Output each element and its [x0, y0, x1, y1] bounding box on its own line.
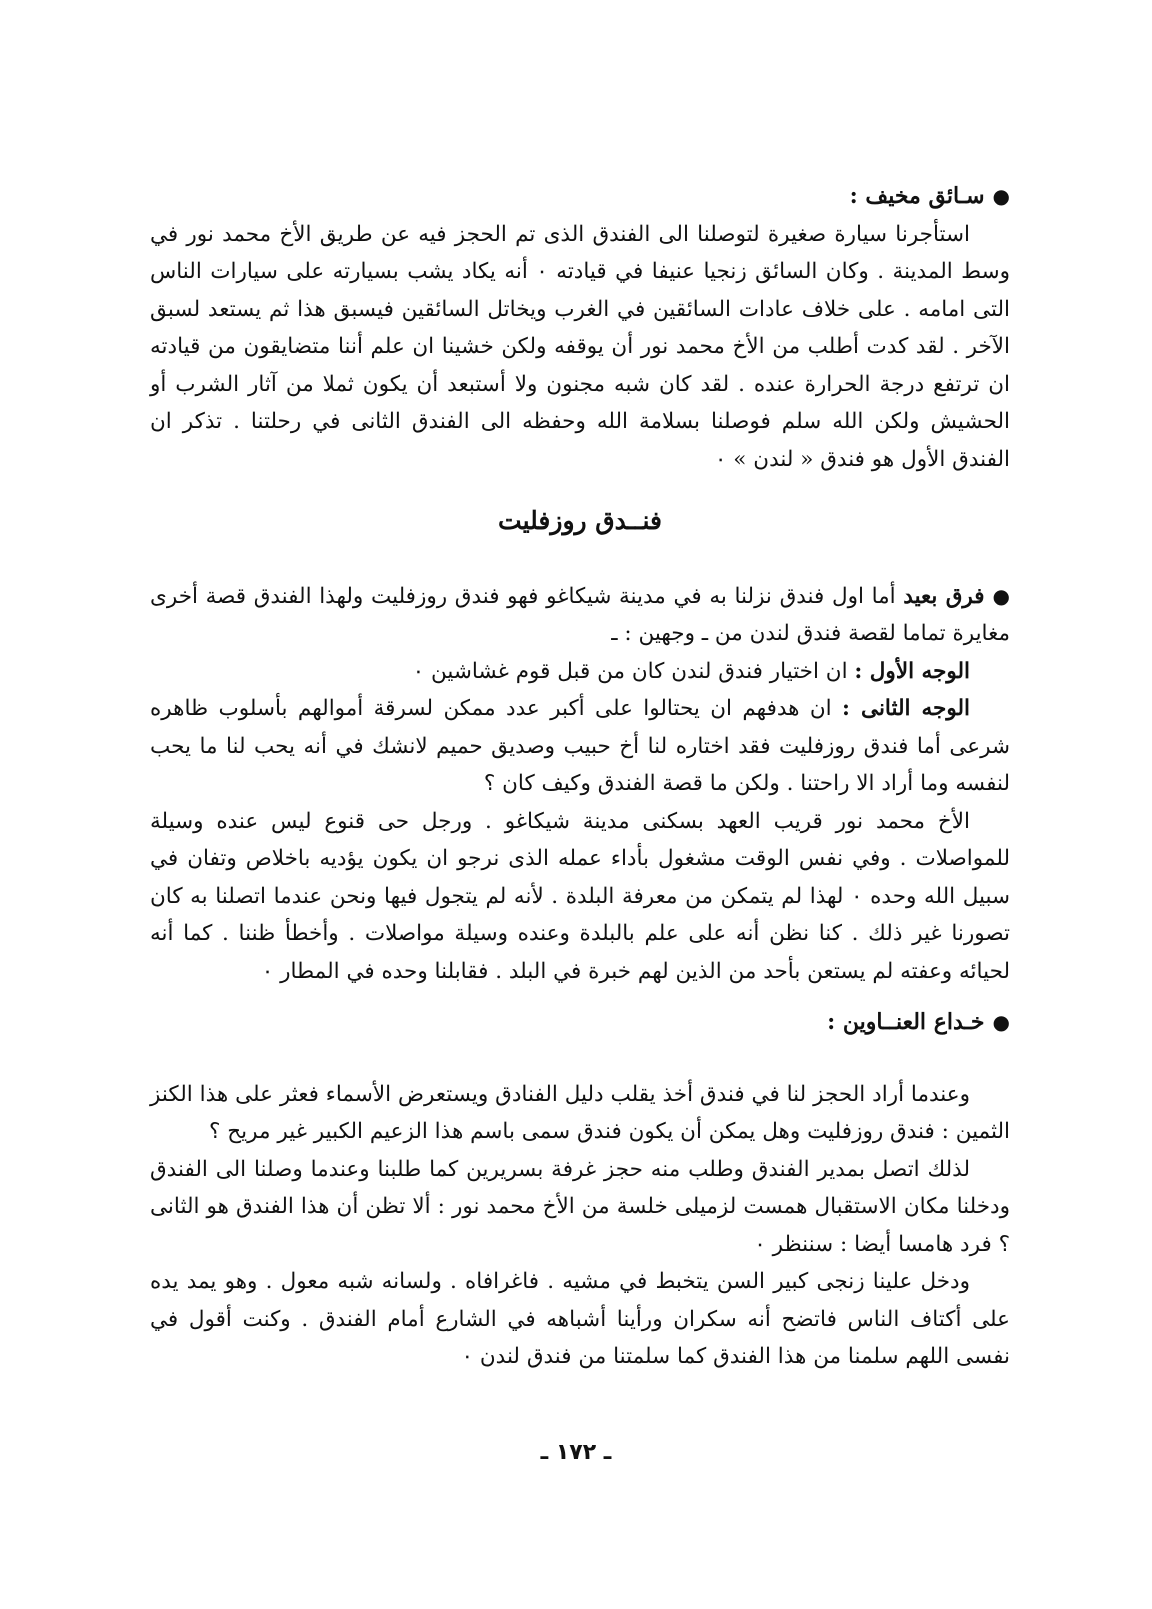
face-label: الوجه الأول : [854, 658, 970, 684]
paragraph-first-face [150, 653, 1010, 691]
paragraph-drunk-man: ودخل علينا زنجى كبير السن يتخبط في مشيه . فاغرافاه . ولسانه شبه معول . وهو يمد يده على أكتاف الناس فاتضح أنه سكران ورأينا أشباهه في الشارع أمام الفندق . وكنت أقول في نفسى اللهم سلمنا من هذا الفندق كما سلمتنا من فندق لندن ٠ [150, 1269, 1010, 1369]
page-body [150, 178, 1010, 1376]
face-label: الوجه الثانى : [842, 696, 970, 721]
paragraph-text: أما اول فندق نزلنا به في مدينة شيكاغو فهو فندق روزفليت ولهذا الفندق قصة أخرى مغايرة تماما لقصة فندق لندن من ـ وجهين : ـ [150, 583, 1010, 646]
paragraph-booking: وعندما أراد الحجز لنا في فندق أخذ يقلب دليل الفنادق ويستعرض الأسماء فعثر على هذا الكنز الثمين : فندق روزفليت وهل يمكن أن يكون فندق سمى باسم هذا الزعيم الكبير غير مريح ؟ [150, 1081, 1010, 1144]
section-heading-scary-driver [150, 178, 1010, 216]
paragraph-scary-driver: استأجرنا سيارة صغيرة لتوصلنا الى الفندق الذى تم الحجز فيه عن طريق الأخ محمد نور في وسط المدينة . وكان السائق زنجيا عنيفا في قيادته ٠ أنه يكاد يشب بسيارته على سيارات الناس التى امامه . على خلاف عادات السائقين في الغرب ويخاتل السائقين فيسبق هذا ثم يستعد لسبق الآخر . لقد كدت أطلب من الأخ محمد نور أن يوقفه ولكن خشينا ان علم أننا متضايقون من قيادته ان ترتفع درجة الحرارة عنده . لقد كان شبه مجنون ولا أستبعد أن يكون ثملا من آثار الشرب أو الحشيش ولكن الله سلم فوصلنا بسلامة الله وحفظه الى الفندق الثانى في رحلتنا . تذكر ان الفندق الأول هو فندق « لندن » ٠ [150, 221, 1010, 472]
section-title-roosevelt-hotel: فنــدق روزفليت [498, 506, 662, 535]
face-text: ان اختيار فندق لندن كان من قبل قوم غشاشين ٠ [412, 658, 848, 684]
spacer [150, 478, 1010, 492]
spacer [150, 990, 1010, 1004]
paragraph-big-difference [150, 578, 1010, 653]
bullet-icon: ● [992, 184, 1010, 208]
page-number: ـ ١٧٢ ـ [540, 1440, 612, 1465]
face-text: ان هدفهم ان يحتالوا على أكبر عدد ممكن لسرقة أموالهم بأسلوب ظاهره شرعى أما فندق روزفليت فقد اختاره لنا أخ حبيب وصديق حميم لانشك في أنه يحب لنا ما يحب لنفسه وما أراد الا راحتنا . ولكن ما قصة الفندق وكيف كان ؟ [150, 696, 1010, 796]
paragraph-reception: لذلك اتصل بمدير الفندق وطلب منه حجز غرفة بسريرين كما طلبنا وعندما وصلنا الى الفندق ودخلنا مكان الاستقبال همست لزميلى خلسة من الأخ محمد نور : ألا تظن أن هذا الفندق هو الثانى ؟ فرد هامسا أيضا : سننظر ٠ [150, 1156, 1010, 1257]
heading-text: سـائق مخيف : [849, 183, 985, 209]
paragraph-second-face [150, 690, 1010, 803]
lead-phrase: فرق بعيد [903, 583, 985, 609]
bullet-icon: ● [992, 1010, 1010, 1034]
spacer [150, 1042, 1010, 1076]
bullet-icon: ● [992, 583, 1010, 608]
heading-text: خـداع العنــاوين : [827, 1009, 985, 1035]
section-heading-deceptive-names [150, 1004, 1010, 1042]
paragraph-mohammed-noor: الأخ محمد نور قريب العهد بسكنى مدينة شيكاغو . ورجل حى قنوع ليس عنده وسيلة للمواصلات . وفي نفس الوقت مشغول بأداء عمله الذى نرجو ان يكون يؤديه باخلاص وتفان في سبيل الله وحده ٠ لهذا لم يتمكن من معرفة البلدة . لأنه لم يتجول فيها ونحن عندما اتصلنا به كان تصورنا غير ذلك . كنا نظن أنه على علم بالبلدة وعنده وسيلة مواصلات . وأخطأ ظننا . كما أنه لحيائه وعفته لم يستعن بأحد من الذين لهم خبرة في البلد . فقابلنا وحده في المطار ٠ [150, 808, 1010, 984]
